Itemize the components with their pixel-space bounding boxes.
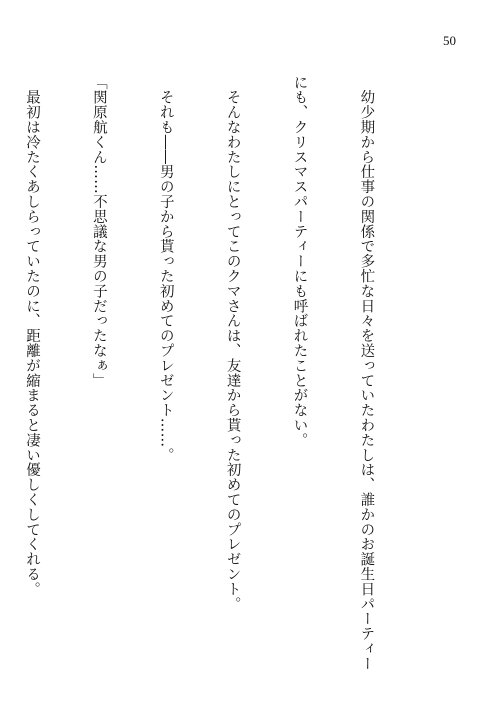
text-line: 最初は冷たくあしらっていたのに、距離が縮まると凄い優しくしてくれる。: [23, 75, 40, 597]
text-line: それも――男の子から貰った初めてのプレゼント……。: [157, 75, 174, 463]
text-line: そんなわたしにとってこのクマさんは、友達から貰った初めてのプレゼント。: [224, 75, 241, 612]
text-line: 幼少期から仕事の関係で多忙な日々を送っていたわたしは、誰かのお誕生日パーティー: [358, 75, 375, 671]
text-line: にも、クリスマスパーティーにも呼ばれたことがない。: [291, 75, 308, 448]
text-line: 「関原航くん……不思議な男の子だったなぁ」: [90, 75, 107, 388]
body-text: [0, 75, 422, 675]
page-number: 50: [443, 33, 456, 48]
